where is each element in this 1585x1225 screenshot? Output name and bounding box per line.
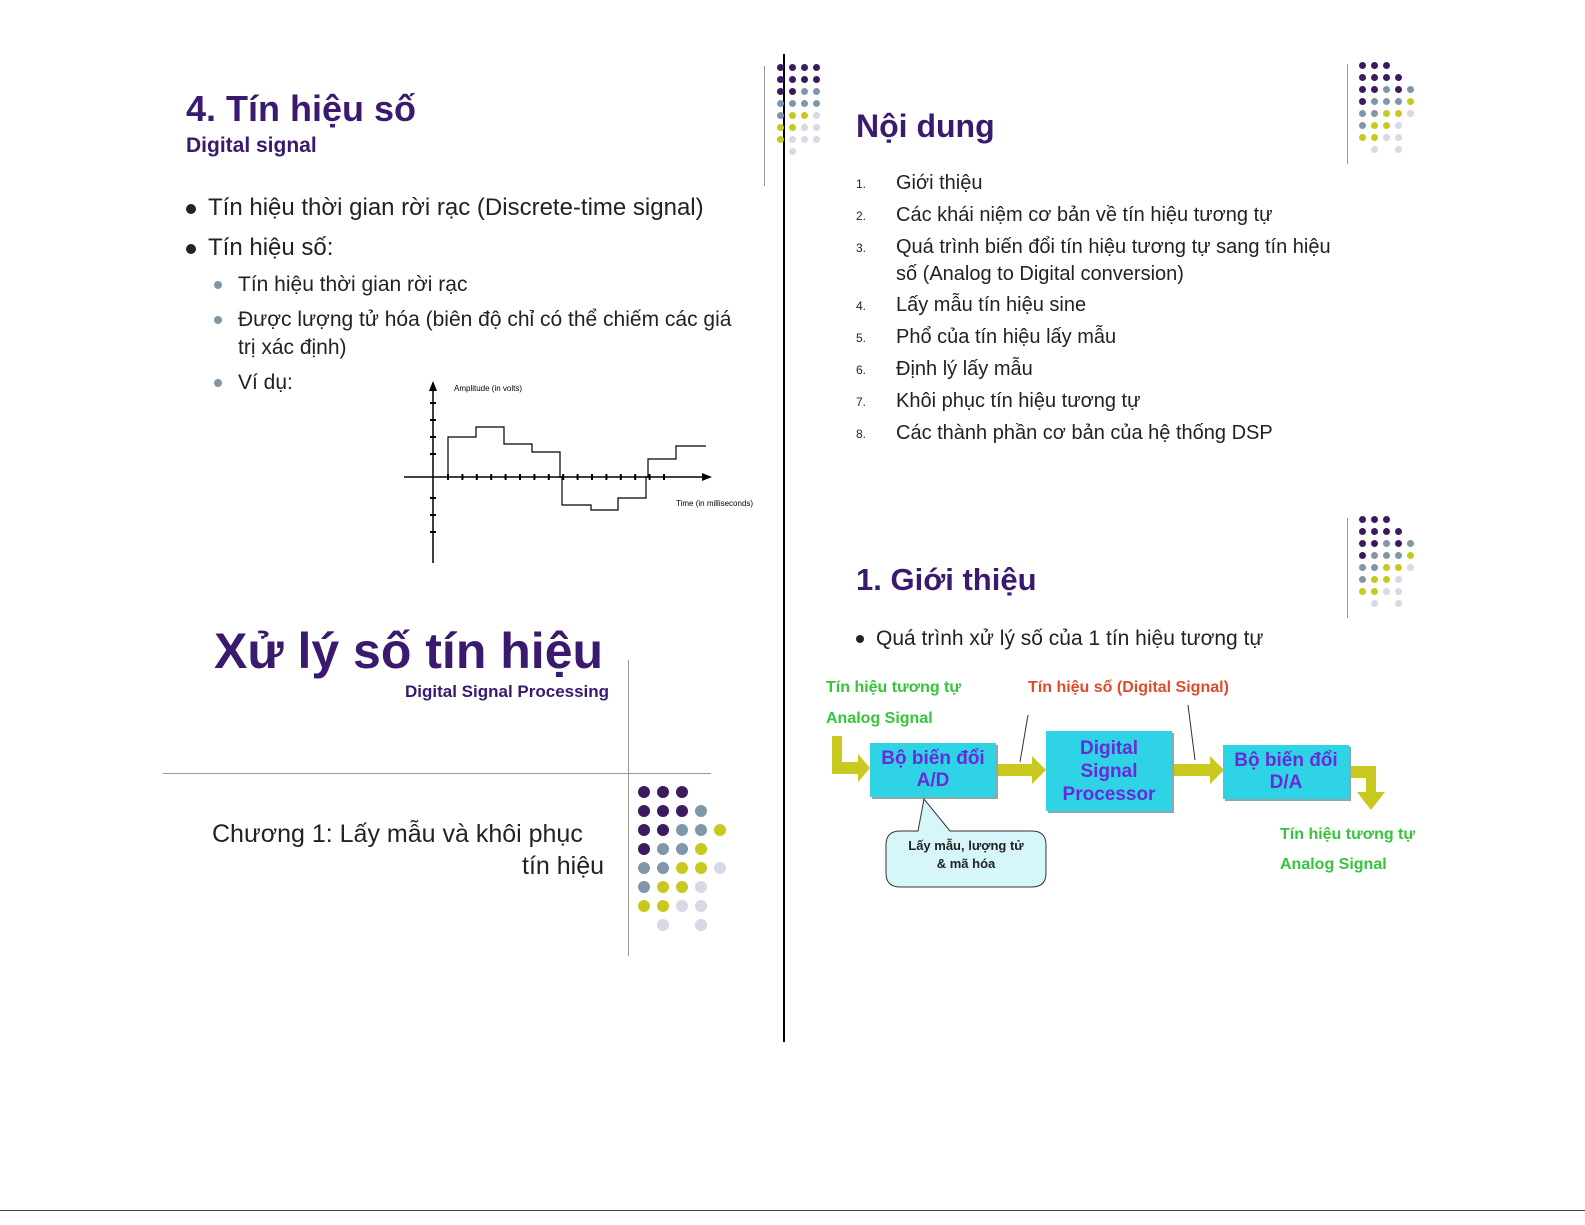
contents-item-number: 4.	[856, 298, 867, 313]
course-title: Xử lý số tín hiệu	[214, 623, 604, 679]
decor-dot	[801, 76, 808, 83]
decor-dot	[676, 900, 688, 912]
contents-item-number: 2.	[856, 208, 867, 223]
chapter-title-line1: Chương 1: Lấy mẫu và khôi phục	[212, 820, 583, 848]
decor-dot	[638, 843, 650, 855]
decor-dot	[1359, 110, 1366, 117]
bullet-icon	[856, 635, 864, 643]
decor-dot	[657, 805, 669, 817]
output-label-en: Analog Signal	[1280, 856, 1387, 873]
decor-dot	[1359, 516, 1366, 523]
slide-subtitle: Digital signal	[186, 134, 317, 157]
contents-item	[856, 172, 1396, 195]
contents-item-text: Khôi phục tín hiệu tương tự	[896, 390, 1141, 412]
decor-dot	[813, 88, 820, 95]
decor-dot	[1371, 540, 1378, 547]
contents-item	[856, 204, 1396, 227]
contents-item-text: Giới thiệu	[896, 172, 983, 194]
callout-line2: & mã hóa	[936, 856, 996, 871]
decor-dot	[1407, 110, 1414, 117]
decor-dot	[1383, 110, 1390, 117]
decor-dot	[777, 112, 784, 119]
decor-dot	[1371, 146, 1378, 153]
decor-dot	[813, 76, 820, 83]
plot-ylabel: Amplitude (in volts)	[454, 384, 523, 393]
contents-item	[856, 358, 1396, 381]
decor-dot	[657, 881, 669, 893]
decor-dot	[657, 900, 669, 912]
decor-dot	[801, 100, 808, 107]
sub-bullet-icon	[214, 316, 222, 324]
contents-item	[856, 236, 1396, 286]
decor-dot	[638, 881, 650, 893]
decor-dot	[695, 900, 707, 912]
decor-dot	[1383, 552, 1390, 559]
decor-dot	[638, 805, 650, 817]
decor-dot	[1371, 600, 1378, 607]
decor-dot	[789, 88, 796, 95]
contents-item-number: 5.	[856, 330, 867, 345]
decor-dot	[695, 919, 707, 931]
contents-item-text: Các khái niệm cơ bản về tín hiệu tương tự	[896, 204, 1273, 226]
signal-staircase	[448, 427, 706, 510]
decor-dot	[695, 881, 707, 893]
contents-item-text: Các thành phần cơ bản của hệ thống DSP	[896, 422, 1273, 444]
sub-bullet-icon	[214, 281, 222, 289]
decor-dot	[801, 136, 808, 143]
decor-dot	[1395, 122, 1402, 129]
digital-signal-label: Tín hiệu số (Digital Signal)	[1028, 679, 1229, 696]
decor-dot-grid	[1359, 62, 1419, 162]
decor-dot	[1359, 134, 1366, 141]
decor-dot	[813, 112, 820, 119]
decor-dot	[1395, 110, 1402, 117]
decor-dot	[1359, 86, 1366, 93]
decor-dot	[657, 919, 669, 931]
decor-dot	[1383, 576, 1390, 583]
decor-dot	[676, 786, 688, 798]
decor-dot	[1359, 98, 1366, 105]
ad-converter-box: Bộ biến đổi A/D	[870, 743, 996, 797]
decor-dot	[1371, 122, 1378, 129]
contents-item-number: 8.	[856, 426, 867, 441]
decor-dot	[1359, 552, 1366, 559]
decor-dot	[1383, 588, 1390, 595]
decor-dot	[638, 824, 650, 836]
decor-dot	[777, 76, 784, 83]
decor-dot	[1407, 564, 1414, 571]
decor-dot	[1359, 540, 1366, 547]
bullet-icon	[186, 204, 196, 214]
page-divider	[783, 54, 785, 1042]
decor-dot	[1371, 528, 1378, 535]
decor-dot	[1371, 62, 1378, 69]
decor-dot	[676, 805, 688, 817]
decor-dot	[1407, 98, 1414, 105]
contents-item-number: 1.	[856, 176, 867, 191]
y-axis-arrow-icon	[429, 381, 437, 391]
decor-dot	[1395, 588, 1402, 595]
contents-item-text: Định lý lấy mẫu	[896, 358, 1033, 380]
decor-dot	[801, 88, 808, 95]
decor-dot	[714, 862, 726, 874]
decor-dot	[1383, 86, 1390, 93]
decor-dot	[1359, 122, 1366, 129]
sub-bullet-item: Được lượng tử hóa (biên độ chỉ có thể chiếm các giá	[214, 308, 731, 332]
output-label-vn: Tín hiệu tương tự	[1280, 826, 1415, 843]
decor-dot	[1395, 146, 1402, 153]
decor-line	[764, 66, 765, 186]
decor-dot	[789, 112, 796, 119]
decor-dot	[801, 112, 808, 119]
decor-dot	[789, 64, 796, 71]
intro-bullet: Quá trình xử lý số của 1 tín hiệu tương tự	[856, 627, 1263, 651]
decor-dot	[1383, 98, 1390, 105]
decor-dot	[657, 862, 669, 874]
decor-line	[1347, 518, 1348, 618]
decor-dot	[1395, 86, 1402, 93]
decor-dot	[813, 136, 820, 143]
decor-dot	[813, 100, 820, 107]
decor-dot	[1359, 576, 1366, 583]
decor-dot	[1395, 74, 1402, 81]
decor-dot	[1359, 74, 1366, 81]
vertical-rule	[628, 660, 629, 956]
decor-dot	[1395, 98, 1402, 105]
x-axis-arrow-icon	[702, 473, 712, 481]
decor-dot	[676, 824, 688, 836]
decor-dot	[1383, 134, 1390, 141]
decor-dot	[789, 76, 796, 83]
decor-dot	[638, 900, 650, 912]
decor-dot	[695, 824, 707, 836]
sub-bullet-continuation: trị xác định)	[238, 336, 347, 359]
decor-dot	[1383, 516, 1390, 523]
decor-dot	[695, 862, 707, 874]
dsp-box: Digital Signal Processor	[1046, 731, 1172, 811]
bullet-icon	[186, 244, 196, 254]
contents-item-number: 7.	[856, 394, 867, 409]
decor-dot	[1371, 86, 1378, 93]
decor-dot	[1383, 540, 1390, 547]
contents-item-number: 3.	[856, 240, 867, 255]
sub-bullet-icon	[214, 379, 222, 387]
decor-dot	[638, 862, 650, 874]
decor-dot	[676, 843, 688, 855]
decor-dot	[1371, 134, 1378, 141]
decor-dot-grid	[638, 786, 738, 936]
decor-dot	[789, 148, 796, 155]
decor-dot	[789, 124, 796, 131]
decor-dot	[813, 124, 820, 131]
decor-dot	[777, 64, 784, 71]
decor-dot	[1371, 552, 1378, 559]
decor-dot	[657, 843, 669, 855]
decor-dot	[1359, 528, 1366, 535]
pointer-line	[1020, 715, 1028, 762]
decor-dot	[1371, 564, 1378, 571]
decor-dot	[1359, 588, 1366, 595]
pointer-line	[1188, 705, 1195, 760]
decor-dot	[1395, 134, 1402, 141]
course-subtitle: Digital Signal Processing	[405, 682, 610, 701]
decor-dot	[813, 64, 820, 71]
decor-dot	[1371, 588, 1378, 595]
plot-xlabel: Time (in milliseconds)	[676, 499, 754, 508]
sub-bullet-item: Tín hiệu thời gian rời rạc	[214, 273, 467, 297]
decor-dot	[1407, 552, 1414, 559]
contents-item	[856, 422, 1396, 445]
decor-dot	[1383, 62, 1390, 69]
decor-dot	[1383, 74, 1390, 81]
da-converter-box: Bộ biến đổi D/A	[1223, 745, 1349, 799]
input-label-vn: Tín hiệu tương tự	[826, 679, 961, 696]
decor-dot	[1371, 74, 1378, 81]
decor-dot	[1383, 122, 1390, 129]
decor-dot	[1383, 564, 1390, 571]
decor-dot	[695, 805, 707, 817]
contents-item-text: Lấy mẫu tín hiệu sine	[896, 294, 1087, 316]
decor-dot	[657, 786, 669, 798]
input-label-en: Analog Signal	[826, 710, 933, 727]
decor-dot	[777, 88, 784, 95]
decor-dot	[1371, 110, 1378, 117]
intro-title: 1. Giới thiệu	[856, 562, 1037, 597]
dsp-to-da-arrow-icon	[1174, 756, 1224, 784]
decor-dot-grid	[777, 64, 822, 174]
input-arrow-icon	[832, 736, 870, 782]
bullet-item: Tín hiệu thời gian rời rạc (Discrete-time signal)	[186, 194, 704, 222]
bullet-item: Tín hiệu số:	[186, 234, 333, 262]
decor-dot-grid	[1359, 516, 1419, 616]
decor-dot	[695, 843, 707, 855]
decor-dot	[777, 136, 784, 143]
decor-dot	[657, 824, 669, 836]
decor-dot	[1407, 540, 1414, 547]
decor-dot	[777, 100, 784, 107]
decor-dot	[1359, 564, 1366, 571]
decor-dot	[1395, 540, 1402, 547]
ad-to-dsp-arrow-icon	[998, 756, 1046, 784]
decor-dot	[801, 64, 808, 71]
decor-dot	[1395, 564, 1402, 571]
callout-line1: Lấy mẫu, lượng tử	[908, 838, 1024, 853]
decor-dot	[1395, 600, 1402, 607]
chapter-title-line2: tín hiệu	[522, 852, 605, 880]
decor-dot	[1395, 552, 1402, 559]
decor-dot	[1383, 528, 1390, 535]
decor-dot	[676, 862, 688, 874]
decor-dot	[789, 136, 796, 143]
quantized-signal-plot	[398, 378, 778, 568]
contents-item	[856, 294, 1396, 317]
decor-dot	[1371, 516, 1378, 523]
contents-item-text: Phổ của tín hiệu lấy mẫu	[896, 326, 1117, 348]
decor-dot	[1395, 576, 1402, 583]
bottom-border	[0, 1210, 1585, 1211]
contents-item-text: Quá trình biến đổi tín hiệu tương tự sang tín hiệu	[896, 236, 1331, 258]
contents-item-number: 6.	[856, 362, 867, 377]
decor-dot	[777, 124, 784, 131]
contents-title: Nội dung	[856, 108, 995, 144]
decor-dot	[1371, 98, 1378, 105]
contents-item	[856, 326, 1396, 349]
decor-dot	[1371, 576, 1378, 583]
decor-dot	[1407, 86, 1414, 93]
decor-dot	[1359, 62, 1366, 69]
decor-dot	[1395, 528, 1402, 535]
decor-dot	[638, 786, 650, 798]
decor-dot	[676, 881, 688, 893]
output-arrow-icon	[1350, 766, 1385, 810]
contents-item	[856, 390, 1396, 413]
decor-dot	[789, 100, 796, 107]
decor-dot	[714, 824, 726, 836]
contents-item-text-continuation: số (Analog to Digital conversion)	[896, 263, 1184, 285]
slide-title: 4. Tín hiệu số	[186, 88, 417, 129]
sub-bullet-item: Ví dụ:	[214, 371, 293, 395]
decor-line	[1347, 64, 1348, 164]
decor-dot	[801, 124, 808, 131]
